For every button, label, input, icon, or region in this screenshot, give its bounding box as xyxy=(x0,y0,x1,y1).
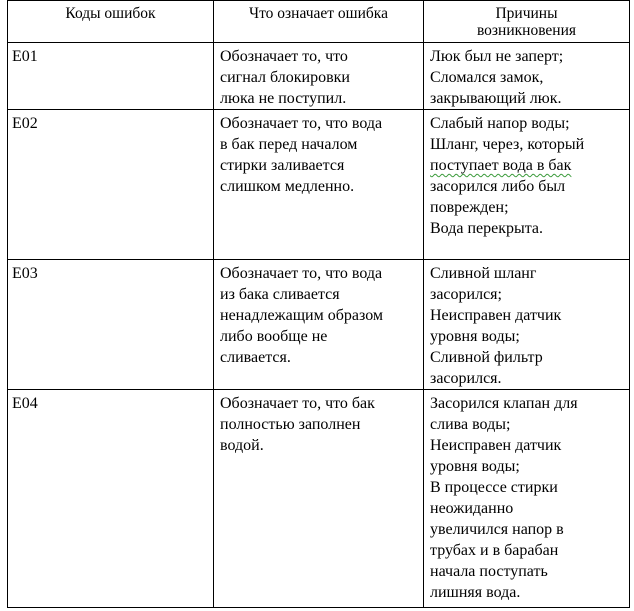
cell-text-line: Обозначает то, что xyxy=(220,48,348,65)
cell-text-line: уровня воды; xyxy=(430,328,520,345)
cell-text-line: водой. xyxy=(220,437,264,454)
table-row xyxy=(8,260,630,390)
table-row xyxy=(8,110,630,260)
cell-text-line: засорился либо был xyxy=(430,178,566,195)
table-row xyxy=(8,43,630,110)
cell-text-line: Что означает ошибка xyxy=(249,5,388,22)
meaning-cell xyxy=(214,390,424,608)
cell-text-line: стирки заливается xyxy=(220,157,345,174)
cell-text-line: лишняя вода. xyxy=(430,584,521,601)
cell-text-line: увеличился напор в xyxy=(430,521,564,538)
table-row xyxy=(8,390,630,608)
cell-text-line: Неисправен датчик xyxy=(430,437,562,454)
cell-text-line: сливается. xyxy=(220,349,291,366)
cell-text-line: Вода перекрыта. xyxy=(430,220,544,237)
cell-text-line: Обозначает то, что бак xyxy=(220,395,375,412)
cell-text-line: либо вообще не xyxy=(220,328,328,345)
cell-text-line: засорился. xyxy=(430,370,502,387)
header-code xyxy=(8,1,214,43)
meaning-cell xyxy=(214,260,424,390)
cell-text-line: Сливной шланг xyxy=(430,265,537,282)
error-code-cell xyxy=(8,260,214,390)
cell-text-line: слишком медленно. xyxy=(220,178,355,195)
cell-text-line: Е01 xyxy=(12,48,38,65)
error-code-cell xyxy=(8,110,214,260)
cell-text-line: Е03 xyxy=(12,265,38,282)
cell-text-line: засорился; xyxy=(430,286,502,303)
cell-text-line: начала поступать xyxy=(430,563,548,580)
causes-cell xyxy=(424,260,630,390)
cell-text-line: неожиданно xyxy=(430,500,514,517)
cell-text-line: уровня воды; xyxy=(430,458,520,475)
cell-text-line: слива воды; xyxy=(430,416,511,433)
cell-text-line: в бак перед началом xyxy=(220,136,358,153)
cell-text-line: полностью заполнен xyxy=(220,416,361,433)
cell-text-line: Е02 xyxy=(12,115,38,132)
meaning-cell xyxy=(214,110,424,260)
cell-text-line: сигнал блокировки xyxy=(220,69,350,86)
cell-text-line: Обозначает то, что вода xyxy=(220,115,383,132)
cell-text-line: люка не поступил. xyxy=(220,90,347,107)
cell-text-line: Сливной фильтр xyxy=(430,349,543,366)
cell-text-line: Коды ошибок xyxy=(65,5,156,22)
cell-text-line: Обозначает то, что вода xyxy=(220,265,383,282)
cell-text-line: Шланг, через, который xyxy=(430,136,585,153)
causes-cell xyxy=(424,43,630,110)
cell-text-line: поврежден; xyxy=(430,199,509,216)
error-codes-table xyxy=(7,0,630,608)
meaning-cell xyxy=(214,43,424,110)
cell-text-line: Люк был не заперт; xyxy=(430,48,564,65)
spellcheck-underlined-line: поступает вода в бак xyxy=(430,157,572,174)
cell-text-line: Е04 xyxy=(12,395,38,412)
causes-cell xyxy=(424,390,630,608)
cell-text-line: закрывающий люк. xyxy=(430,90,562,107)
table-header-row xyxy=(8,1,630,43)
header-causes-line: Причины xyxy=(495,5,558,22)
header-causes xyxy=(424,1,630,43)
cell-text-line: Слабый напор воды; xyxy=(430,115,570,132)
cell-text-line: В процессе стирки xyxy=(430,479,558,496)
cell-text-line: ненадлежащим образом xyxy=(220,307,384,324)
header-meaning xyxy=(214,1,424,43)
cell-text-line: трубах и в барабан xyxy=(430,542,559,559)
cell-text-line: Сломался замок, xyxy=(430,69,544,86)
header-causes-line: возникновения xyxy=(476,22,577,39)
error-code-cell xyxy=(8,390,214,608)
cell-text-line: Неисправен датчик xyxy=(430,307,562,324)
error-code-cell xyxy=(8,43,214,110)
cell-text-line: из бака сливается xyxy=(220,286,340,303)
cell-text-line: Засорился клапан для xyxy=(430,395,578,412)
causes-cell xyxy=(424,110,630,260)
